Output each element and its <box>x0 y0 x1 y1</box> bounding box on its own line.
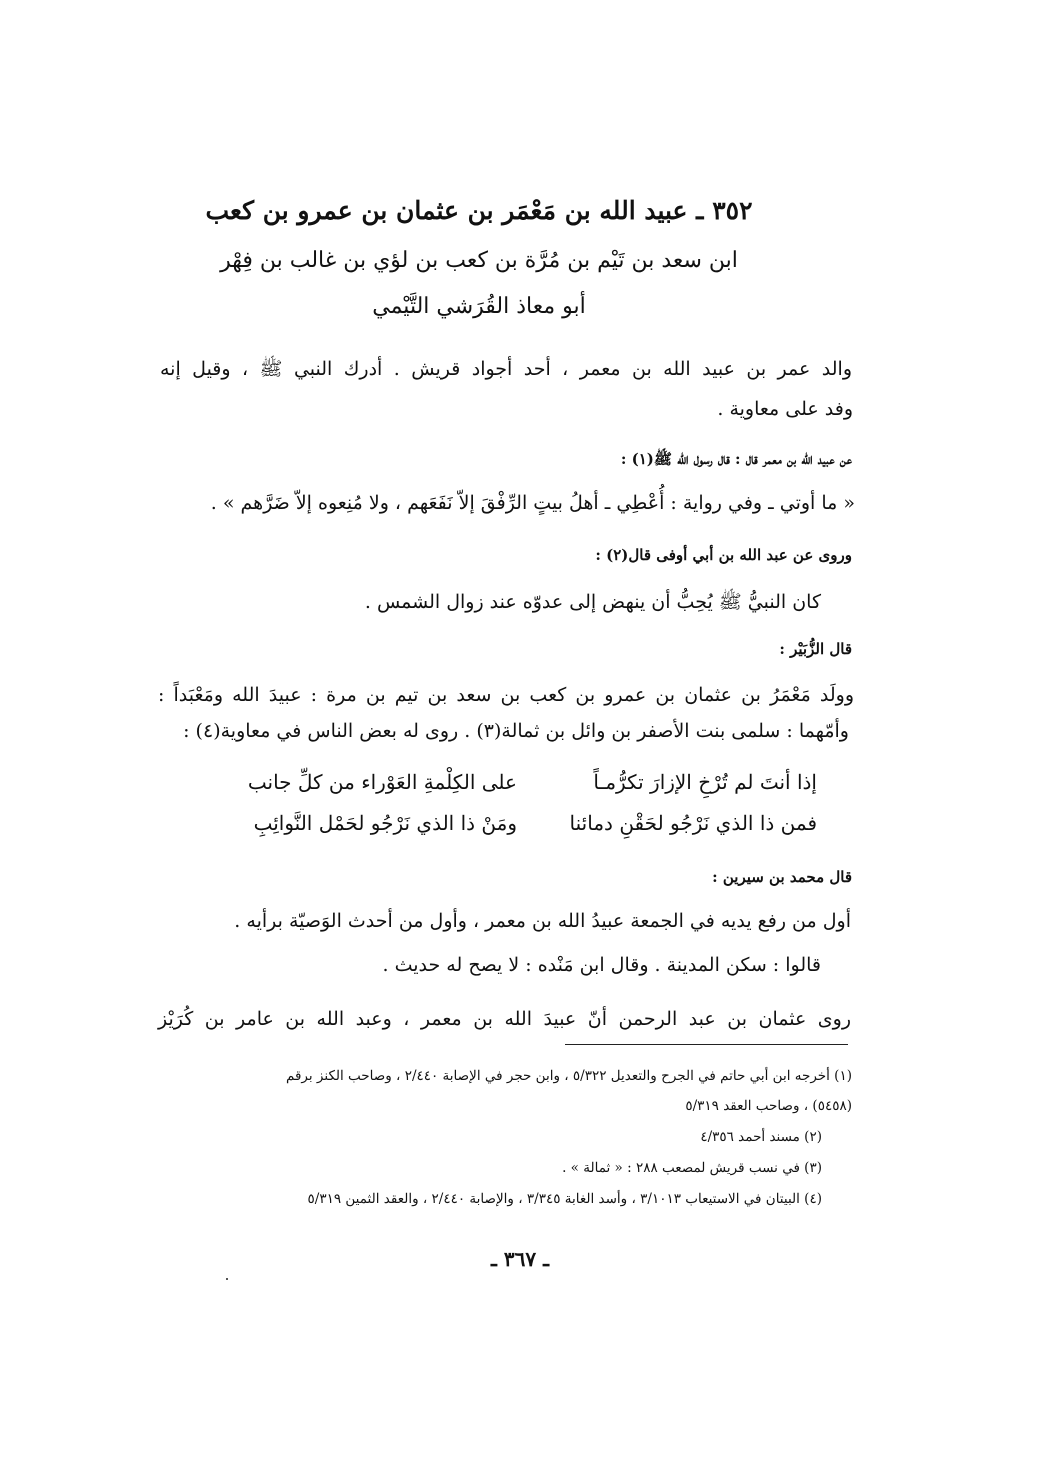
entry-title: ٣٥٢ ـ عبيد الله بن مَعْمَر بن عثمان بن عمرو بن كعب <box>205 196 753 225</box>
zubayr-heading: قال الزُّبَيْر : <box>779 640 852 658</box>
intro-line-2: وفد على معاوية . <box>717 398 853 420</box>
poem-line-2-first-hemistich: فمن ذا الذي نَرْجُو لحَقْنِ دمائنا <box>569 811 817 835</box>
zubayr-line-2: وأمّهما : سلمى بنت الأصفر بن وائل بن ثمالة(٣) . روى له بعض الناس في معاوية(٤) : <box>183 720 849 742</box>
hadith1-chain: عن عبيد الله بن معمر قال : قال رسول الله ﷺ(١) : <box>620 450 852 468</box>
footnote-2: (٢) مسند أحمد ٤/٣٥٦ <box>700 1129 822 1145</box>
poem-line-1-second-hemistich: على الكِلْمةِ العَوْراء من كلِّ جانب <box>247 770 517 794</box>
sirin-line-3: روى عثمان بن عبد الرحمن أنّ عبيدَ الله بن معمر ، وعبد الله بن عامر بن كُرَيْز <box>158 1008 851 1030</box>
hadith2-chain: وروى عن عبد الله بن أبي أوفى قال(٢) : <box>595 546 852 564</box>
zubayr-line-1: وولَد مَعْمَرُ بن عثمان بن عمرو بن كعب بن سعد بن تيم بن مرة : عبيدَ الله ومَعْبَداً : <box>158 684 854 706</box>
print-speck <box>226 1278 228 1280</box>
footnote-1-line-2: (٥٤٥٨) ، وصاحب العقد ٥/٣١٩ <box>685 1098 852 1114</box>
footnote-1-line-1: (١) أخرجه ابن أبي حاتم في الجرح والتعديل ٥/٣٢٢ ، وابن حجر في الإصابة ٢/٤٤٠ ، وصاحب الكنز برقم <box>285 1068 852 1084</box>
footnote-separator <box>565 1044 848 1045</box>
sirin-line-2: قالوا : سكن المدينة . وقال ابن مَنْده : لا يصح له حديث . <box>382 954 821 976</box>
sirin-line-1: أول من رفع يديه في الجمعة عبيدُ الله بن معمر ، وأول من أحدث الوَصيّة برأيه . <box>234 910 851 932</box>
poem-line-1-first-hemistich: إذا أنتَ لم تُرْخِ الإزارَ تكرُّمـاً <box>593 770 817 794</box>
hadith1-text: « ما أوتي ـ وفي رواية : أُعْطِي ـ أهلُ بيتٍ الرِّفْقَ إلاّ نَفَعَهم ، ولا مُنِعوه إلاّ ضَرَّهم » . <box>210 492 855 514</box>
entry-lineage: ابن سعد بن تَيْم بن مُرَّة بن كعب بن لؤي بن غالب بن فِهْر <box>220 248 738 273</box>
sirin-heading: قال محمد بن سيرين : <box>712 868 852 886</box>
poem-line-2-second-hemistich: ومَنْ ذا الذي نَرْجُو لحَمْل النَّوائِبِ <box>253 811 517 835</box>
hadith2-text: كان النبيُّ ﷺ يُحِبُّ أن ينهض إلى عدوّه عند زوال الشمس . <box>364 591 821 613</box>
entry-kunya: أبو معاذ القُرَشي التَّيْمي <box>372 294 586 319</box>
page-number: ـ ٣٦٧ ـ <box>491 1247 549 1271</box>
footnote-3: (٣) في نسب قريش لمصعب ٢٨٨ : « ثمالة » . <box>562 1160 822 1176</box>
footnote-4: (٤) البيتان في الاستيعاب ٣/١٠١٣ ، وأسد الغابة ٣/٣٤٥ ، والإصابة ٢/٤٤٠ ، والعقد الثمين ٥/٣١٩ <box>307 1191 822 1207</box>
intro-line-1: والد عمر بن عبيد الله بن معمر ، أحد أجواد قريش . أدرك النبي ﷺ ، وقيل إنه <box>160 358 852 380</box>
